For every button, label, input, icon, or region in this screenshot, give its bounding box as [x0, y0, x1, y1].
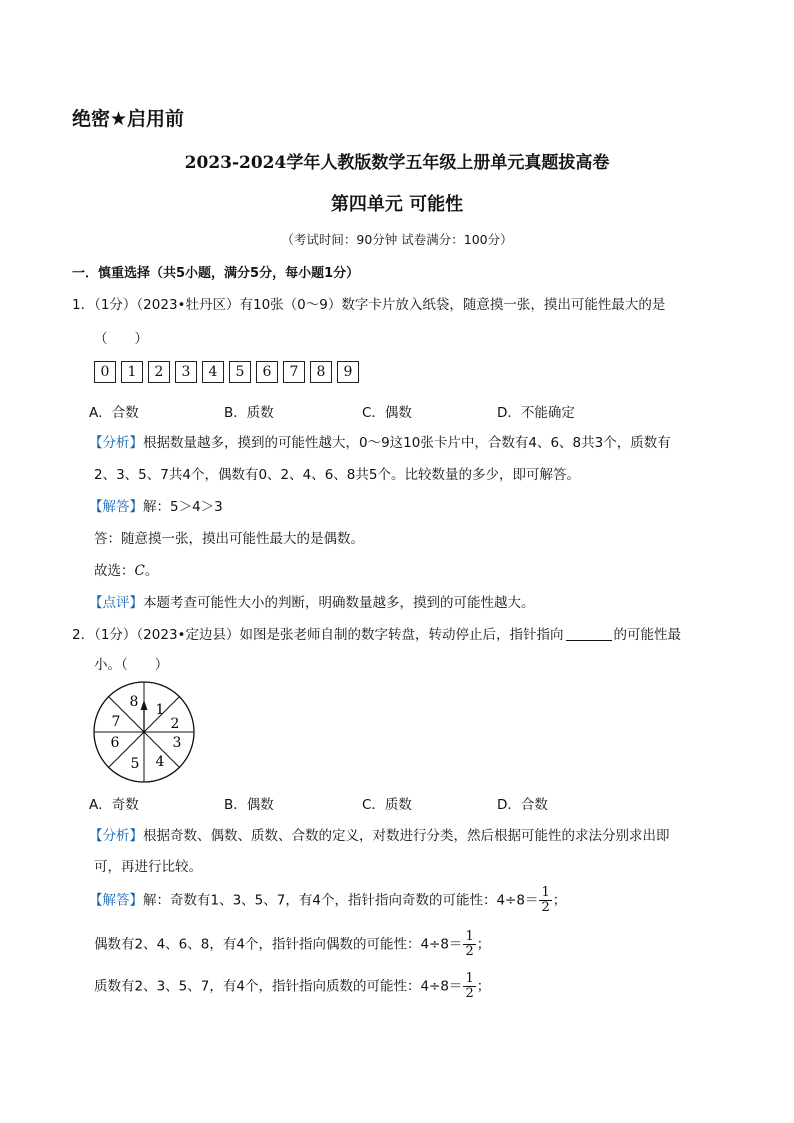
- choice-letter: C: [134, 563, 145, 579]
- number-card: 5: [229, 361, 251, 383]
- q1-stem-text: （1分）（2023•牡丹区）有10张（0～9）数字卡片放入纸袋，随意摸一张，摸出可能性最大的是: [94, 297, 666, 313]
- spinner-number: 7: [111, 714, 121, 730]
- spinner-number: 6: [110, 735, 120, 751]
- section-heading: 一．慎重选择（共5小题，满分5分，每小题1分）: [72, 266, 360, 281]
- q1-answer: 答：随意摸一张，摸出可能性最大的是偶数。: [94, 531, 364, 547]
- q1-solution-text: 解：5＞4＞3: [143, 499, 223, 515]
- q1-answer-bracket: （ ）: [94, 331, 148, 347]
- solution-tag: 【解答】: [89, 499, 143, 515]
- q2-option-a: A．奇数: [89, 797, 139, 813]
- pointer-arrow-icon: [141, 700, 148, 710]
- q2-stem-text: （1分）（2023•定边县）如图是张老师自制的数字转盘，转动停止后，指针指向: [94, 627, 564, 643]
- number-card: 1: [121, 361, 143, 383]
- spinner-number: 8: [129, 694, 139, 710]
- exam-title: 2023-2024学年人教版数学五年级上册单元真题拔高卷: [184, 153, 610, 173]
- spinner-number: 5: [130, 756, 140, 772]
- q2-option-c: C．质数: [362, 797, 412, 813]
- number-card: 6: [256, 361, 278, 383]
- number-spinner: [92, 680, 196, 784]
- q1-option-b: B．质数: [224, 405, 274, 421]
- q2-solution-line1: 【解答】解：奇数有1、3、5、7，有4个，指针指向奇数的可能性：4÷8＝ $\frac{1}{2}$ ；: [89, 885, 567, 915]
- number-card: 9: [337, 361, 359, 383]
- comment-tag: 【点评】: [89, 595, 143, 611]
- q2-option-d: D．合数: [497, 797, 548, 813]
- q2-solution-line3: 质数有2、3、5、7，有4个，指针指向质数的可能性：4÷8＝ $\frac{1}{2}$ ；: [94, 971, 491, 1001]
- q2-number: 2．: [72, 627, 95, 643]
- q2-stem: [72, 625, 681, 645]
- fraction-one-half: $\frac{1}{2}$: [541, 885, 550, 915]
- q1-option-c: C．偶数: [362, 405, 412, 421]
- fraction-one-half: $\frac{1}{2}$: [465, 971, 474, 1001]
- unit-title: 第四单元 可能性: [330, 194, 464, 215]
- choice-suffix: 。: [144, 563, 159, 579]
- number-card: 0: [94, 361, 116, 383]
- choice-prefix: 故选：: [94, 563, 135, 579]
- number-card: 2: [148, 361, 170, 383]
- confidential-mark: 绝密★启用前: [72, 108, 185, 130]
- q2-stem-line2: 小。（ ）: [94, 657, 169, 673]
- analysis-tag: 【分析】: [89, 435, 143, 451]
- q2-stem-text-end: 的可能性最: [613, 627, 682, 643]
- q1-comment: [89, 593, 535, 613]
- q2-option-b: B．偶数: [224, 797, 274, 813]
- q1-choice: [94, 561, 158, 581]
- fill-blank: [566, 626, 612, 641]
- q1-number: 1．: [72, 297, 95, 313]
- q1-analysis-text: 根据数量越多，摸到的可能性越大，0～9这10张卡片中，合数有4、6、8共3个，质数有: [143, 435, 671, 451]
- number-card: 7: [283, 361, 305, 383]
- exam-info: （考试时间：90分钟 试卷满分：100分）: [281, 232, 513, 247]
- q1-comment-text: 本题考查可能性大小的判断，明确数量越多，摸到的可能性越大。: [143, 595, 535, 611]
- number-card: 8: [310, 361, 332, 383]
- q1-analysis: [89, 433, 671, 453]
- q1-analysis-line2: 2、3、5、7共4个，偶数有0、2、4、6、8共5个。比较数量的多少，即可解答。: [94, 467, 580, 483]
- q1-stem: [72, 295, 665, 315]
- q2-solution-text: 偶数有2、4、6、8，有4个，指针指向偶数的可能性：4÷8＝: [94, 936, 463, 953]
- solution-tag: 【解答】: [89, 892, 143, 909]
- q2-solution-text: 解：奇数有1、3、5、7，有4个，指针指向奇数的可能性：4÷8＝: [143, 892, 539, 909]
- q2-analysis-text: 根据奇数、偶数、质数、合数的定义，对数进行分类，然后根据可能性的求法分别求出即: [143, 828, 670, 844]
- number-card: 3: [175, 361, 197, 383]
- number-card: 4: [202, 361, 224, 383]
- spinner-number: 3: [172, 735, 182, 751]
- q1-option-d: D．不能确定: [497, 405, 575, 421]
- spinner-number: 2: [170, 716, 180, 732]
- number-cards: [94, 361, 359, 383]
- q1-option-a: A．合数: [89, 405, 139, 421]
- q2-solution-line2: 偶数有2、4、6、8，有4个，指针指向偶数的可能性：4÷8＝ $\frac{1}{2}$ ；: [94, 929, 491, 959]
- analysis-tag: 【分析】: [89, 828, 143, 844]
- spinner-number: 1: [155, 702, 165, 718]
- q1-solution: [89, 497, 223, 517]
- fraction-one-half: $\frac{1}{2}$: [465, 929, 474, 959]
- spinner-number: 4: [155, 754, 165, 770]
- q2-analysis-line2: 可，再进行比较。: [94, 859, 202, 875]
- q2-solution-text: 质数有2、3、5、7，有4个，指针指向质数的可能性：4÷8＝: [94, 978, 463, 995]
- q2-analysis: [89, 826, 670, 846]
